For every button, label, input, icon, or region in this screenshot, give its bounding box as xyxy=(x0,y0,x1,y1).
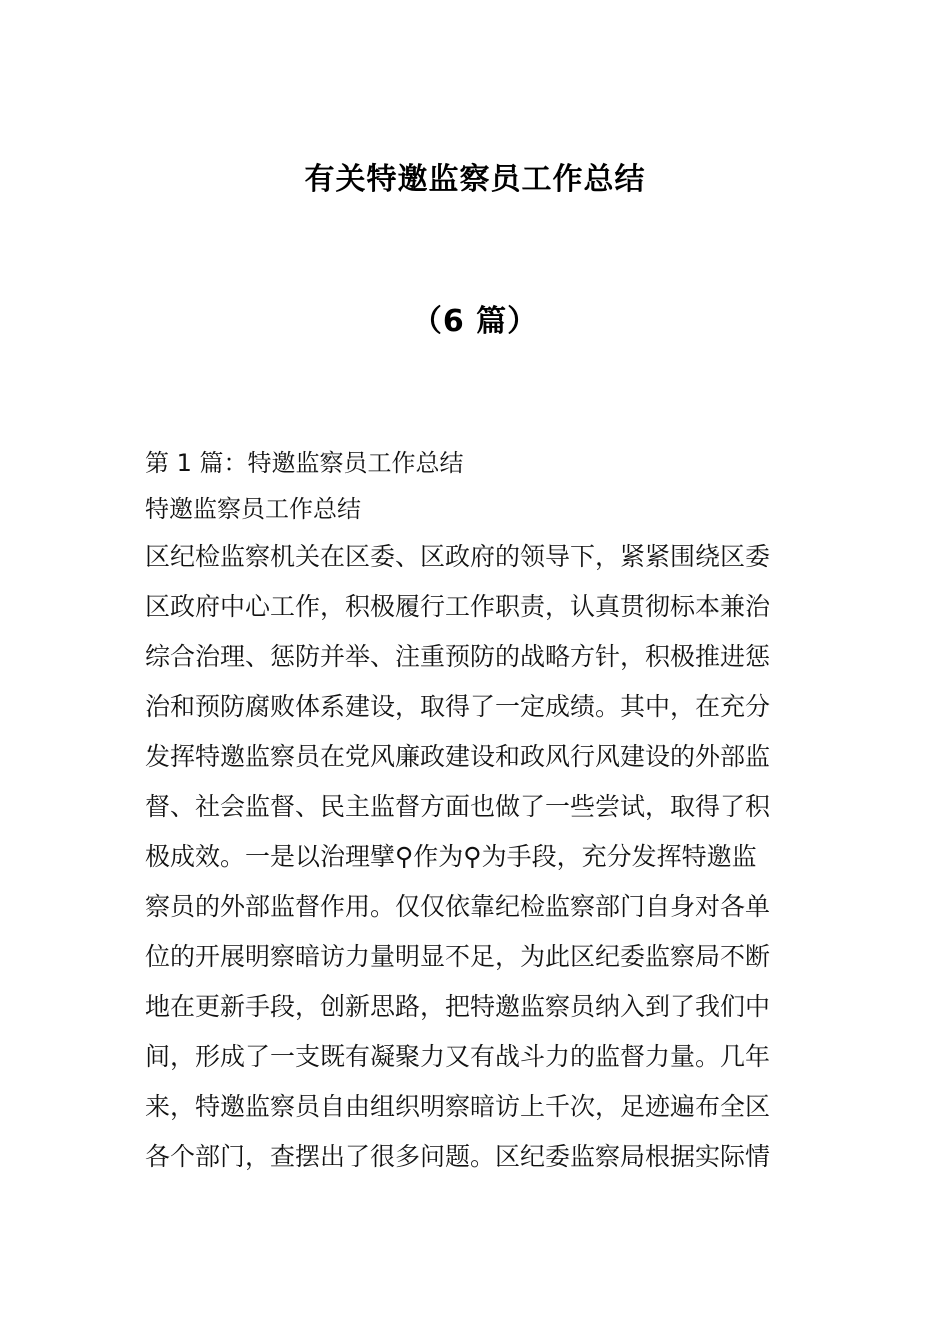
document-subtitle: （6 篇） xyxy=(411,304,539,339)
body-line: 极成效。一是以治理擘⚲作为⚲为手段，充分发挥特邀监 xyxy=(145,842,757,871)
section-heading: 特邀监察员工作总结 xyxy=(145,495,361,523)
body-line: 督、社会监督、民主监督方面也做了一些尝试，取得了积 xyxy=(145,792,771,821)
body-line: 位的开展明察暗访力量明显不足，为此区纪委监察局不断 xyxy=(145,942,771,971)
body-line: 间，形成了一支既有凝聚力又有战斗力的监督力量。几年 xyxy=(145,1042,771,1071)
body-line: 综合治理、惩防并举、注重预防的战略方针，积极推进惩 xyxy=(145,642,771,671)
body-line: 区政府中心工作，积极履行工作职责，认真贯彻标本兼治 xyxy=(145,592,771,621)
document-body xyxy=(145,440,810,1182)
body-line: 治和预防腐败体系建设，取得了一定成绩。其中，在充分 xyxy=(145,692,771,721)
document-title: 有关特邀监察员工作总结 xyxy=(304,162,646,197)
body-line: 区纪检监察机关在区委、区政府的领导下，紧紧围绕区委 xyxy=(145,542,771,571)
body-line: 来，特邀监察员自由组织明察暗访上千次，足迹遍布全区 xyxy=(145,1092,771,1121)
chapter-heading: 第 1 篇：特邀监察员工作总结 xyxy=(145,449,464,477)
body-line: 各个部门，查摆出了很多问题。区纪委监察局根据实际情 xyxy=(145,1142,771,1171)
body-line: 地在更新手段，创新思路，把特邀监察员纳入到了我们中 xyxy=(145,992,771,1021)
body-line: 发挥特邀监察员在党风廉政建设和政风行风建设的外部监 xyxy=(145,742,771,771)
body-line: 察员的外部监督作用。仅仅依靠纪检监察部门自身对各单 xyxy=(145,892,771,921)
body-paragraph xyxy=(145,532,810,1182)
